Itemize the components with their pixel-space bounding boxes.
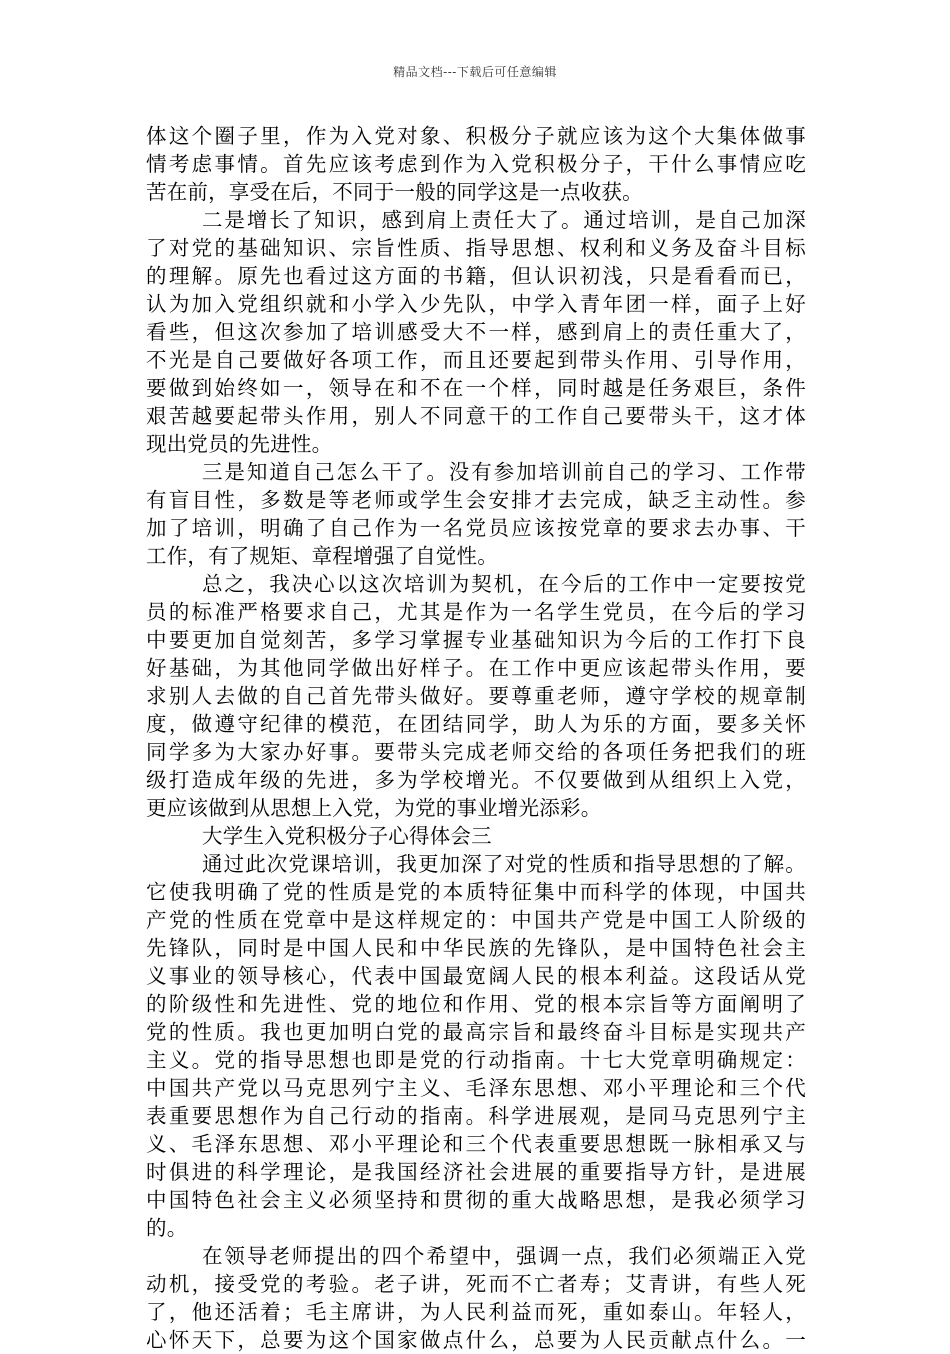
text-line: 义事业的领导核心，代表中国最宽阔人民的根本利益。这段话从党 <box>146 964 806 988</box>
section-heading: 大学生入党积极分子心得体会三 <box>202 824 492 848</box>
text-line: 义、毛泽东思想、邓小平理论和三个代表重要思想既一脉相承又与 <box>146 1132 806 1156</box>
text-line: 度，做遵守纪律的模范，在团结同学，助人为乐的方面，要多关怀 <box>146 712 806 736</box>
document-body <box>146 122 806 1354</box>
text-line: 苦在前，享受在后，不同于一般的同学这是一点收获。 <box>146 180 643 204</box>
text-line: 的理解。原先也看过这方面的书籍，但认识初浅，只是看看而已， <box>146 264 806 288</box>
text-line: 了对党的基础知识、宗旨性质、指导思想、权利和义务及奋斗目标 <box>146 236 806 260</box>
text-line: 更应该做到从思想上入党，为党的事业增光添彩。 <box>146 796 602 820</box>
text-line: 心怀天下，总要为这个国家做点什么，总要为人民贡献点什么。一 <box>146 1328 806 1352</box>
text-line: 级打造成年级的先进，多为学校增光。不仅要做到从组织上入党， <box>146 768 806 792</box>
text-line: 体这个圈子里，作为入党对象、积极分子就应该为这个大集体做事 <box>146 124 806 148</box>
text-line: 党的性质。我也更加明白党的最高宗旨和最终奋斗目标是实现共产 <box>146 1020 806 1044</box>
text-line: 艰苦越要起带头作用，别人不同意干的工作自己要带头干，这才体 <box>146 404 806 428</box>
text-line: 产党的性质在党章中是这样规定的：中国共产党是中国工人阶级的 <box>146 908 806 932</box>
text-line: 中国特色社会主义必须坚持和贯彻的重大战略思想，是我必须学习 <box>146 1188 806 1212</box>
text-line: 动机，接受党的考验。老子讲，死而不亡者寿；艾青讲，有些人死 <box>146 1272 806 1296</box>
text-line: 不光是自己要做好各项工作，而且还要起到带头作用、引导作用， <box>146 348 806 372</box>
text-line: 主义。党的指导思想也即是党的行动指南。十七大党章明确规定： <box>146 1048 806 1072</box>
text-line: 先锋队，同时是中国人民和中华民族的先锋队，是中国特色社会主 <box>146 936 806 960</box>
text-line: 在领导老师提出的四个希望中，强调一点，我们必须端正入党 <box>202 1244 806 1268</box>
text-line: 它使我明确了党的性质是党的本质特征集中而科学的体现，中国共 <box>146 880 806 904</box>
text-line: 总之，我决心以这次培训为契机，在今后的工作中一定要按党 <box>202 572 806 596</box>
text-line: 认为加入党组织就和小学入少先队，中学入青年团一样，面子上好 <box>146 292 806 316</box>
text-line: 员的标准严格要求自己，尤其是作为一名学生党员，在今后的学习 <box>146 600 806 624</box>
text-line: 要做到始终如一，领导在和不在一个样，同时越是任务艰巨，条件 <box>146 376 806 400</box>
text-line: 情考虑事情。首先应该考虑到作为入党积极分子，干什么事情应吃 <box>146 152 806 176</box>
text-line: 工作，有了规矩、章程增强了自觉性。 <box>146 544 498 568</box>
text-line: 二是增长了知识，感到肩上责任大了。通过培训，是自己加深 <box>202 208 806 232</box>
text-line: 了，他还活着；毛主席讲，为人民利益而死，重如泰山。年轻人， <box>146 1300 806 1324</box>
page-header: 精品文档---下载后可任意编辑 <box>393 65 557 79</box>
text-line: 好基础，为其他同学做出好样子。在工作中更应该起带头作用，要 <box>146 656 806 680</box>
text-line: 加了培训，明确了自己作为一名党员应该按党章的要求去办事、干 <box>146 516 806 540</box>
text-line: 的。 <box>146 1216 188 1240</box>
text-line: 中要更加自觉刻苦，多学习掌握专业基础知识为今后的工作打下良 <box>146 628 806 652</box>
text-line: 表重要思想作为自己行动的指南。科学进展观，是同马克思列宁主 <box>146 1104 806 1128</box>
text-line: 现出党员的先进性。 <box>146 432 333 456</box>
text-line: 中国共产党以马克思列宁主义、毛泽东思想、邓小平理论和三个代 <box>146 1076 806 1100</box>
text-line: 看些，但这次参加了培训感受大不一样，感到肩上的责任重大了， <box>146 320 806 344</box>
text-line: 时俱进的科学理论，是我国经济社会进展的重要指导方针，是进展 <box>146 1160 806 1184</box>
text-line: 的阶级性和先进性、党的地位和作用、党的根本宗旨等方面阐明了 <box>146 992 806 1016</box>
text-line: 同学多为大家办好事。要带头完成老师交给的各项任务把我们的班 <box>146 740 806 764</box>
text-line: 通过此次党课培训，我更加深了对党的性质和指导思想的了解。 <box>202 852 806 876</box>
text-line: 求别人去做的自己首先带头做好。要尊重老师，遵守学校的规章制 <box>146 684 806 708</box>
text-line: 三是知道自己怎么干了。没有参加培训前自己的学习、工作带 <box>202 460 806 484</box>
text-line: 有盲目性，多数是等老师或学生会安排才去完成，缺乏主动性。参 <box>146 488 806 512</box>
